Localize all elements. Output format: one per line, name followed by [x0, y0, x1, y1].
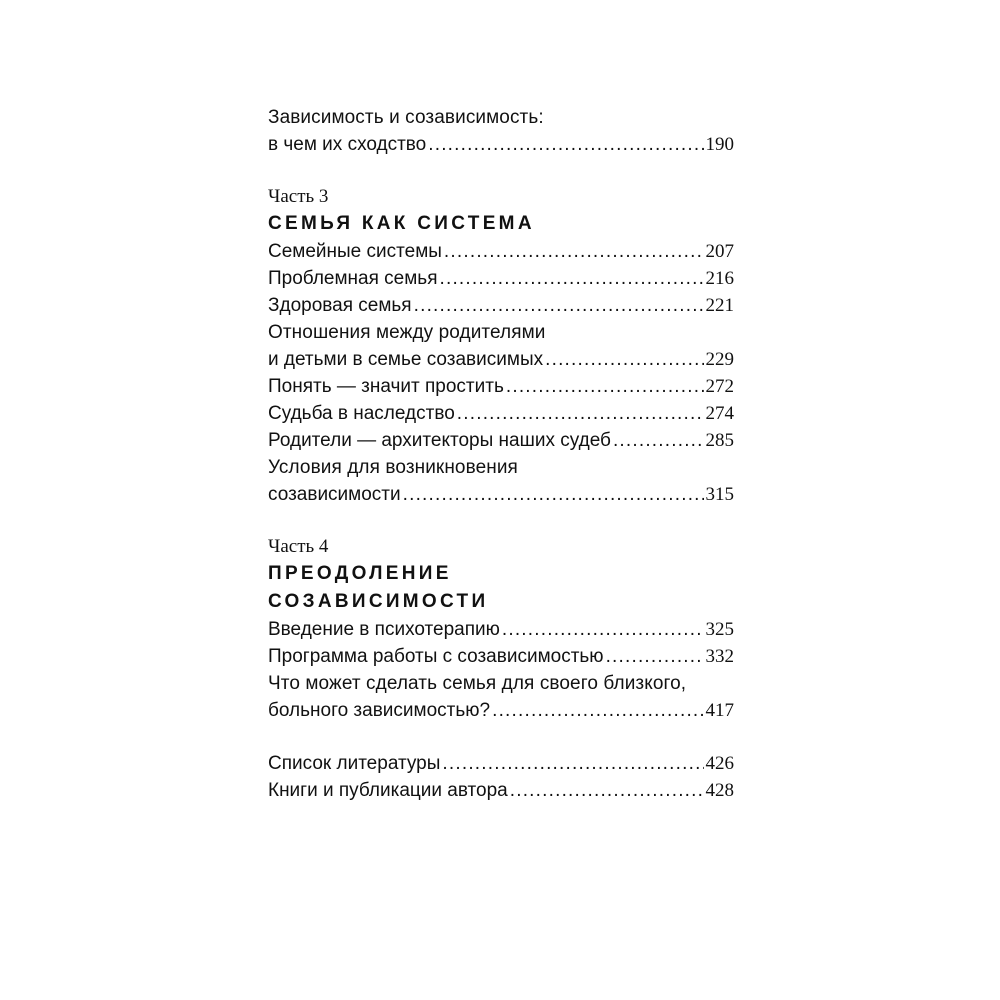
page-number: 426 — [705, 753, 734, 774]
page-number: 207 — [705, 241, 734, 262]
toc-entry-line — [268, 616, 734, 643]
dot-leader — [403, 481, 704, 508]
page-number: 229 — [705, 349, 734, 370]
dot-leader — [414, 292, 704, 319]
toc-entry-title: и детьми в семье созависимых — [268, 349, 544, 370]
toc-entry-title: Понять — значит простить — [268, 376, 504, 397]
part-entries — [268, 238, 734, 508]
toc-entry-title-line: Отношения между родителями — [268, 322, 546, 343]
toc-entry — [268, 319, 734, 373]
toc-entry — [268, 670, 734, 724]
part-title: СОЗАВИСИМОСТИ — [268, 591, 489, 612]
toc-entry-line — [268, 750, 734, 777]
toc-entry-line — [268, 481, 734, 508]
toc-entry — [268, 616, 734, 643]
appendix-section — [268, 750, 734, 804]
dot-leader — [502, 616, 704, 643]
page-number: 221 — [705, 295, 734, 316]
toc-entry-title: созависимости — [268, 484, 401, 505]
page-number: 190 — [705, 134, 734, 155]
toc-entry-title: Семейные системы — [268, 241, 442, 262]
toc-entry-title: в чем их сходство — [268, 134, 427, 155]
toc-entry — [268, 265, 734, 292]
dot-leader — [442, 750, 703, 777]
toc-entry-line — [268, 697, 734, 724]
dot-leader — [606, 643, 704, 670]
dot-leader — [492, 697, 703, 724]
page-number: 274 — [705, 403, 734, 424]
dot-leader — [428, 131, 703, 158]
toc-entry-line — [268, 265, 734, 292]
section-gap — [268, 508, 734, 534]
toc-entry-line — [268, 346, 734, 373]
intro-section — [268, 104, 734, 158]
toc-entry — [268, 238, 734, 265]
toc-entry — [268, 292, 734, 319]
part-title: ПРЕОДОЛЕНИЕ — [268, 563, 452, 584]
page-number: 417 — [705, 700, 734, 721]
page-number: 285 — [705, 430, 734, 451]
toc-entry-title: больного зависимостью? — [268, 700, 491, 721]
toc-entry — [268, 643, 734, 670]
page-number: 315 — [705, 484, 734, 505]
toc-entry-title: Введение в психотерапию — [268, 619, 500, 640]
dot-leader — [613, 427, 704, 454]
page-number: 272 — [705, 376, 734, 397]
toc-entry-line — [268, 400, 734, 427]
toc-entry — [268, 104, 734, 158]
page-number: 216 — [705, 268, 734, 289]
dot-leader — [457, 400, 704, 427]
toc-entry-line — [268, 643, 734, 670]
toc-entry-line — [268, 238, 734, 265]
page-number: 332 — [705, 646, 734, 667]
toc-entry-title: Судьба в наследство — [268, 403, 455, 424]
toc-entry — [268, 427, 734, 454]
toc-entry — [268, 454, 734, 508]
page-number: 428 — [705, 780, 734, 801]
toc-entry — [268, 777, 734, 804]
toc-entry — [268, 400, 734, 427]
part-label: Часть 4 — [268, 536, 329, 557]
dot-leader — [506, 373, 704, 400]
toc-entry-line — [268, 777, 734, 804]
part-entries — [268, 616, 734, 724]
toc-entry-title-line: Что может сделать семья для своего близкого, — [268, 673, 687, 694]
part-label: Часть 3 — [268, 186, 329, 207]
toc-entry-line — [268, 427, 734, 454]
toc-entry — [268, 373, 734, 400]
toc-entry-title: Программа работы с созависимостью — [268, 646, 604, 667]
dot-leader — [444, 238, 704, 265]
toc-entry-title-line: Условия для возникновения — [268, 457, 518, 478]
toc-entry — [268, 750, 734, 777]
section-gap — [268, 724, 734, 750]
toc-entry-title: Книги и публикации автора — [268, 780, 508, 801]
dot-leader — [439, 265, 703, 292]
toc-entry-title-line: Зависимость и созависимость: — [268, 107, 544, 128]
part-title: СЕМЬЯ КАК СИСТЕМА — [268, 213, 535, 234]
toc-entry-title: Проблемная семья — [268, 268, 438, 289]
toc-entry-title: Родители — архитекторы наших судеб — [268, 430, 611, 451]
toc-entry-title: Здоровая семья — [268, 295, 412, 316]
toc-entry-title: Список литературы — [268, 753, 441, 774]
section-gap — [268, 158, 734, 184]
dot-leader — [545, 346, 703, 373]
part-4-section — [268, 534, 734, 724]
page-number: 325 — [705, 619, 734, 640]
table-of-contents — [268, 104, 734, 804]
dot-leader — [510, 777, 704, 804]
toc-entry-line — [268, 373, 734, 400]
toc-entry-line — [268, 131, 734, 158]
part-3-section — [268, 184, 734, 508]
toc-entry-line — [268, 292, 734, 319]
